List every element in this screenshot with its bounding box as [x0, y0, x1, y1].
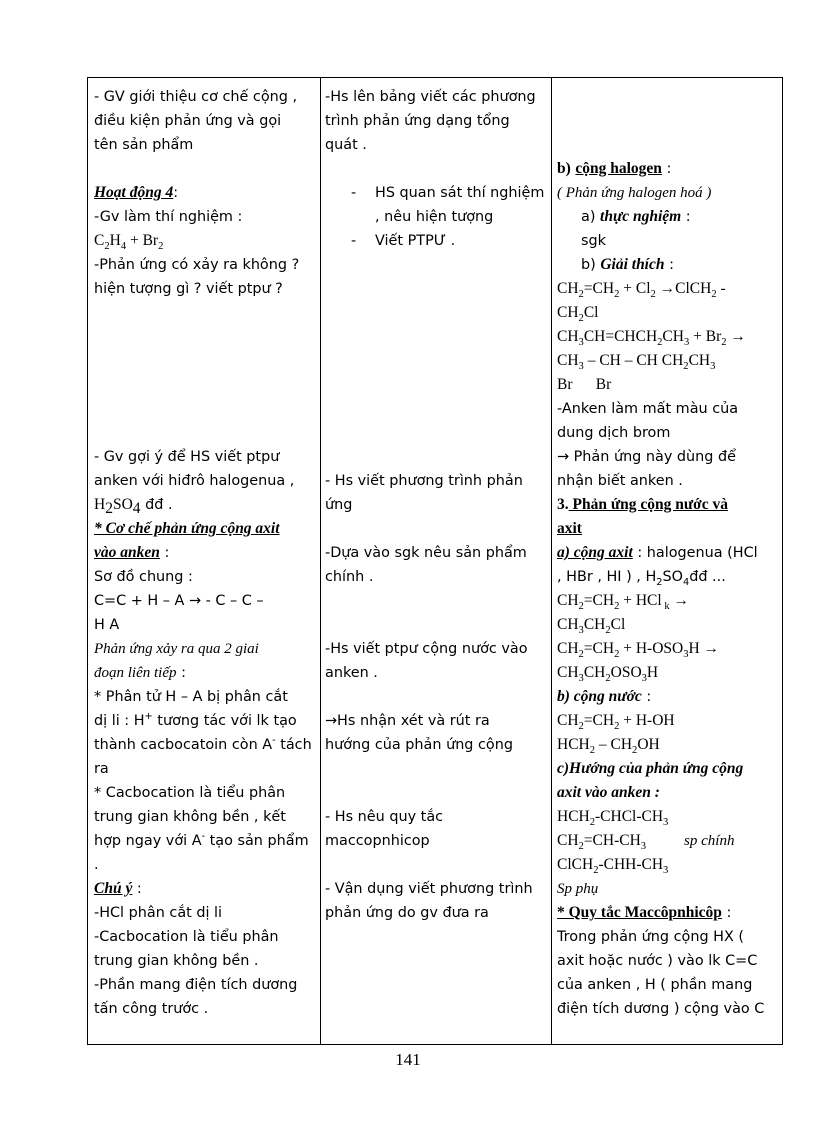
formula: $H_2SO_4$ đđ . — [94, 496, 173, 517]
text-line: quát . — [325, 137, 367, 153]
text-line: * Cacbocation là tiểu phân — [94, 785, 286, 801]
text-line: axit hoặc nước ) vào lk C=C — [557, 953, 758, 969]
text-line: sgk — [581, 233, 606, 249]
text-line: - Hs nêu quy tắc — [325, 809, 444, 825]
equation: $HCH_2-CHCl-CH_3$ — [557, 808, 669, 829]
equation: Br Br — [557, 376, 612, 393]
text-line: -Gv làm thí nghiệm : — [94, 209, 243, 225]
subsection-heading: b) cộng halogen : — [557, 160, 672, 177]
scheme-line: C=C + H – A → - C – C – — [94, 593, 264, 609]
text-line: , nêu hiện tượng — [375, 209, 494, 225]
text-line: Trong phản ứng cộng HX ( — [557, 929, 745, 945]
text-line: phản ứng do gv đưa ra — [325, 905, 489, 921]
text-line: anken . — [325, 665, 378, 681]
equation: $CH_2=CH_2 + H-OSO_3H$ → — [557, 640, 720, 661]
equation: $CH_2=CH_2 + Cl_2$ →ClCH$_2$ - — [557, 280, 726, 301]
italic-note: đoạn liên tiếp : — [94, 665, 186, 681]
formula: $C_2H_4 + Br_2$ — [94, 232, 164, 253]
text-line: hợp ngay với A- tạo sản phẩm — [94, 831, 309, 849]
page-number: 141 — [395, 1050, 421, 1069]
text-line: tấn công trước . — [94, 1001, 209, 1017]
text-line: Sơ đồ chung : — [94, 569, 193, 585]
equation: $CH_2Cl$ — [557, 304, 599, 325]
text-line: ứng — [325, 497, 353, 513]
equation: $CH_3$ – CH – CH $CH_2CH_3$ — [557, 352, 716, 373]
italic-note: Phản ứng xảy ra qua 2 giai — [94, 641, 259, 657]
text-line: - Vận dụng viết phương trình — [325, 881, 533, 897]
text-line: tên sản phẩm — [94, 137, 194, 153]
equation: $CH_2=CH_2 + H-OH$ — [557, 712, 675, 733]
text-line: -Cacbocation là tiểu phân — [94, 929, 279, 945]
text-line: -Phản ứng có xảy ra không ? — [94, 257, 300, 273]
text-line: thành cacbocatoin còn A- tách — [94, 735, 312, 753]
text-line: , HBr , HI ) , $H_2SO_4đđ$ ... — [557, 569, 726, 588]
text-line: trung gian không bền . — [94, 953, 259, 969]
text-line: maccopnhicop — [325, 833, 430, 849]
text-line: điện tích dương ) cộng vào C — [557, 1001, 765, 1017]
text-line: ra — [94, 761, 109, 777]
section-heading: vào anken : — [94, 544, 170, 561]
bullet-item: - HS quan sát thí nghiệm — [351, 185, 545, 201]
italic-note: ( Phản ứng halogen hoá ) — [557, 185, 712, 201]
equation: $CH_3CH=CHCH_2CH_3 + Br_2$ → — [557, 328, 746, 349]
section-heading: axit — [557, 520, 582, 537]
text-line: -Hs viết ptpư cộng nước vào — [325, 641, 528, 657]
activity-heading: Hoạt động 4: — [94, 184, 179, 201]
bullet-item: - Viết PTPƯ . — [351, 233, 456, 249]
text-line: dị li : H+ tương tác với lk tạo — [94, 711, 297, 729]
equation: $CH_2=CH-CH_3$ sp chính — [557, 832, 735, 853]
text-line: -Anken làm mất màu của — [557, 401, 739, 417]
sub-heading: b) cộng nước : — [557, 688, 652, 705]
text-line: điều kiện phản ứng và gọi — [94, 113, 282, 129]
text-line: nhận biết anken . — [557, 473, 683, 489]
text-line: -Phần mang điện tích dương — [94, 977, 298, 993]
text-line: chính . — [325, 569, 374, 585]
text-line: a) cộng axit : halogenua (HCl — [557, 544, 758, 561]
sub-heading: c)Hướng của phản ứng cộng — [557, 760, 744, 777]
sub-heading: axit vào anken : — [557, 784, 660, 801]
text-line: - GV giới thiệu cơ chế cộng , — [94, 89, 298, 105]
text-line: hiện tượng gì ? viết ptpư ? — [94, 281, 283, 297]
text-line: → Phản ứng này dùng để — [557, 449, 736, 465]
text-line: trình phản ứng dạng tổng — [325, 113, 510, 129]
text-line: -Dựa vào sgk nêu sản phẩm — [325, 545, 527, 561]
text-line: -Hs lên bảng viết các phương — [325, 89, 536, 105]
scheme-line: H A — [94, 617, 120, 633]
note-heading: Chú ý : — [94, 880, 142, 897]
equation: $ClCH_2-CHH-CH_3$ — [557, 856, 669, 877]
text-line: -HCl phân cắt dị li — [94, 905, 223, 921]
lesson-table — [87, 77, 783, 1045]
text-line: anken với hiđrô halogenua , — [94, 473, 295, 489]
text-line: * Phân tử H – A bị phân cắt — [94, 689, 288, 705]
equation: $CH_2=CH_2$ + HCl $_k$ → — [557, 592, 689, 613]
sub-heading: b) Giải thích : — [581, 256, 674, 273]
equation: $CH_3CH_2Cl$ — [557, 616, 626, 637]
equation: $HCH_2 - CH_2OH$ — [557, 736, 660, 757]
section-heading: 3. Phản ứng cộng nước và — [557, 496, 729, 513]
equation: $CH_3CH_2OSO_3H$ — [557, 664, 659, 685]
teacher-activity-column — [88, 78, 320, 1044]
italic-note: Sp phụ — [557, 881, 599, 897]
text-line: - Hs viết phương trình phản — [325, 473, 523, 489]
text-line: →Hs nhận xét và rút ra — [325, 713, 490, 729]
sub-heading: a) thực nghiệm : — [581, 208, 691, 225]
text-line: dung dịch brom — [557, 425, 671, 441]
rule-heading: * Quy tắc Maccôpnhicôp : — [557, 904, 732, 921]
lesson-content-column — [551, 78, 783, 1044]
text-line: - Gv gợi ý để HS viết ptpư — [94, 449, 280, 465]
text-line: của anken , H ( phần mang — [557, 977, 753, 993]
text-line: . — [94, 857, 99, 873]
section-heading: * Cơ chế phản ứng cộng axit — [94, 520, 280, 537]
text-line: trung gian không bền , kết — [94, 809, 286, 825]
text-line: hướng của phản ứng cộng — [325, 737, 513, 753]
student-activity-column — [320, 78, 551, 1044]
